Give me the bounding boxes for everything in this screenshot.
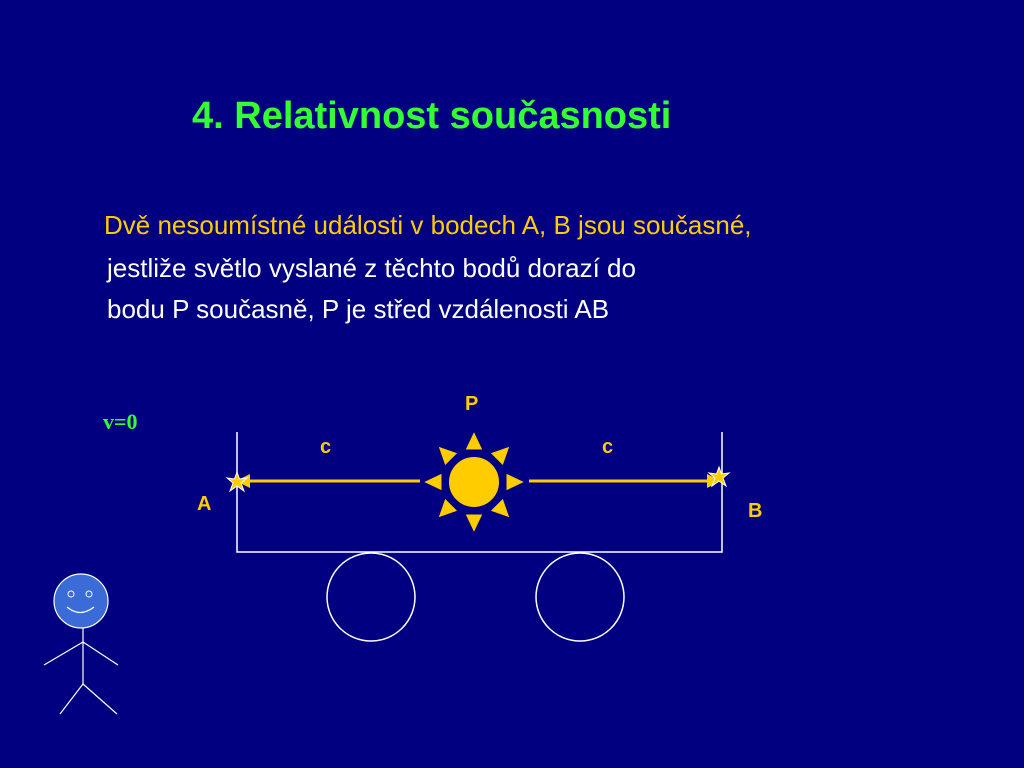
point-a-label: A [197,493,212,515]
speed-right-label: c [602,436,614,458]
definition-line-1: Dvě nesoumístné události v bodech A, B jsou současné, [104,210,752,240]
observer-head [54,574,108,628]
definition-line-3: bodu P současně, P je střed vzdálenosti AB [107,294,610,324]
point-b-label: B [748,500,763,522]
velocity-label: v=0 [103,409,138,434]
sun-icon [423,431,525,533]
observer-figure [44,574,118,714]
wheel-left [327,553,415,641]
definition-line-2: jestliže světlo vyslané z těchto bodů dorazí do [107,253,636,283]
speed-left-label: c [320,436,332,458]
point-p-label: P [465,393,479,415]
slide-title: 4. Relativnost současnosti [192,95,672,137]
wheel-right [536,553,624,641]
